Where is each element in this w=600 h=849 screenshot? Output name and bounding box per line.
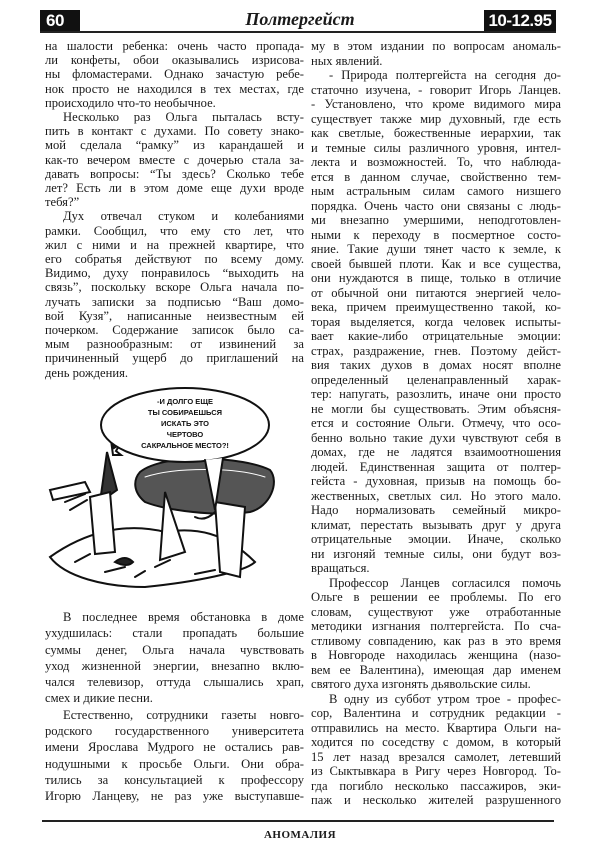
text-line: не могли бы существовать. Этим объясня- xyxy=(311,401,561,416)
text-line: 15 лет назад врезался самолет, летевший xyxy=(311,749,561,764)
article-paragraph xyxy=(311,576,561,692)
speech-line: ТЫ СОБИРАЕШЬСЯ xyxy=(147,408,223,417)
text-line: рамки. Сообщил, что ему сто лет, что xyxy=(45,223,304,238)
text-line: его собратья действуют по всему дому. xyxy=(45,252,304,267)
text-line: вой Кузя”, написанные неизвестным ей xyxy=(45,308,304,323)
text-line: уход жизненной энергии, внезапно вклю- xyxy=(45,658,304,673)
text-line: методики изгнания полтергейста. По сча- xyxy=(311,619,561,633)
text-line: связь”, поскольку вскоре Ольга начала по- xyxy=(45,280,304,295)
speech-line: САКРАЛЬНОЕ МЕСТО?! xyxy=(141,441,229,450)
text-line: нок просто не находился в тех местах, где xyxy=(45,81,304,96)
header-rule xyxy=(40,31,556,33)
text-line: ухудшилась: стали пропадать большие xyxy=(45,626,304,641)
text-line: ни изгоняй темные силы, они будут воз- xyxy=(311,546,561,561)
text-line: гейста - духовная, призыв на помощь бо- xyxy=(311,474,561,488)
text-line: ными к переходу в посмертное состо- xyxy=(311,227,561,242)
text-line: страх, раздражение, гнев. Поэтому дейст- xyxy=(311,343,561,358)
text-line: почерком. Содержание записок было са- xyxy=(45,323,304,338)
text-line: лекта и возможностей. То, что наблюда- xyxy=(311,155,561,169)
right-column xyxy=(311,39,561,808)
text-line: людей. Единственная защита от полтер- xyxy=(311,459,561,474)
left-column-bottom xyxy=(45,609,304,805)
text-line: Надо нормализовать семейный микро- xyxy=(311,503,561,517)
publication-name: АНОМАЛИЯ xyxy=(263,829,337,841)
text-line: существует также мир духовный, где есть xyxy=(311,111,561,126)
text-line: тебя?” xyxy=(45,195,80,210)
article-paragraph xyxy=(45,110,304,209)
article-paragraph xyxy=(311,692,561,808)
text-line: В одну из суббот утром трое - профес- xyxy=(329,691,561,706)
text-line: давать вопросы: “Ты здесь? Сколько тебе xyxy=(45,166,304,181)
text-line: бенно вольно такие духи чувствуют себя в xyxy=(311,430,561,445)
text-line: Ольге в решении ее проблемы. По его xyxy=(311,590,561,604)
issue-date: 10-12.95 xyxy=(484,10,556,32)
article-paragraph xyxy=(45,209,304,379)
speech-line: ИСКАТЬ ЭТО xyxy=(160,419,210,428)
text-line: из Сыктывкара в Ригу через Новгород. То- xyxy=(311,764,561,778)
text-line: Естественно, сотрудники газеты новго- xyxy=(63,707,304,722)
text-line: происходило что-то необычное. xyxy=(45,95,216,110)
article-paragraph xyxy=(45,707,304,805)
text-line: причиненный ущерб до приглашений на xyxy=(45,351,304,366)
text-line: родского государственного университета xyxy=(45,724,304,739)
speech-line: ЧЕРТОВО xyxy=(166,430,204,439)
text-line: и темные силы различного уровня, интел- xyxy=(311,140,561,155)
text-line: порядка. Очень часто они связаны с людь- xyxy=(311,198,561,213)
text-line: вает какие-либо отрицательные эмоции: xyxy=(311,329,561,343)
text-line: ходится по соседству с домом, в который xyxy=(311,735,561,749)
text-line: ных явлений. xyxy=(311,53,383,68)
text-line: яние. Такие души тянет часто к земле, к xyxy=(311,242,561,256)
text-line: как светлые, божественные иерархии, так xyxy=(311,126,561,140)
text-line: от обычной они питаются энергией чело- xyxy=(311,285,561,300)
text-line: жил с ними и на прежней квартире, что xyxy=(45,237,304,252)
text-line: жественных, светлых сил. Но этого мало. xyxy=(311,488,561,503)
text-line: тер: напугать, разозлить, иначе они просто xyxy=(311,387,561,401)
text-line: лучать записки за подписью “Ваш домо- xyxy=(45,294,304,309)
text-line: сор, Валентина и сотрудник редакции - xyxy=(311,706,561,720)
left-column-top xyxy=(45,39,304,380)
text-line: ется в данном случае, свойственно тем- xyxy=(311,169,561,184)
text-line: Видимо, духу понравилось “выходить на xyxy=(45,266,304,281)
text-line: вем ее Валентина), имеющая дар именем xyxy=(311,662,561,677)
text-line: день рождения. xyxy=(45,365,129,380)
text-line: - Природа полтергейста на сегодня до- xyxy=(329,68,561,82)
speech-line: -И ДОЛГО ЕЩЕ xyxy=(157,397,213,406)
text-line: словам, существуют уже отработанные xyxy=(311,604,561,619)
text-line: торая выделяется, когда человек испыты- xyxy=(311,314,561,329)
text-line: му в этом издании по вопросам аномаль- xyxy=(311,39,561,53)
text-line: тились за консультацией к профессору xyxy=(45,772,304,787)
text-line: гда погибло несколько пассажиров, эки- xyxy=(311,778,561,793)
page-number: 60 xyxy=(40,10,80,32)
section-title: Полтергейст xyxy=(245,9,355,29)
text-line: ми внезапно умершими, неподготовлен- xyxy=(311,213,561,227)
footer-rule xyxy=(42,820,554,822)
text-line: пить в контакт с духами. По совету знако- xyxy=(45,124,304,139)
text-line: мой сделала “рамку” из карандашей и xyxy=(45,138,304,153)
text-line: ным астральным силам самого низшего xyxy=(311,184,561,198)
text-line: имени Ярослава Мудрого не остались рав- xyxy=(45,740,304,755)
text-line: они нуждаются в пище, только в отличие xyxy=(311,271,561,285)
text-line: смех и дикие песни. xyxy=(45,691,153,706)
text-line: суммы денег, Ольга начала чувствовать xyxy=(45,642,304,657)
text-line: века, причем преимущественно такой, ко- xyxy=(311,300,561,314)
article-paragraph xyxy=(45,39,304,110)
text-line: как-то вечером вместе с дочерью стала за- xyxy=(45,152,304,167)
text-line: мым разнообразным: от извинений за xyxy=(45,337,304,352)
text-line: Игорю Ланцеву, не раз уже выступавше- xyxy=(45,789,304,804)
text-line: отправились на место. Квартира Ольги на- xyxy=(311,720,561,735)
article-paragraph xyxy=(45,609,304,707)
text-line: ется и состояние Ольги. Отмечу, что осо- xyxy=(311,416,561,430)
article-paragraph xyxy=(311,68,561,576)
text-line: ны фломастерами. Однако зачастую ребе- xyxy=(45,67,304,82)
text-line: своей бывшей плоти. Как и все существа, xyxy=(311,256,561,271)
article-paragraph xyxy=(311,39,561,68)
text-line: Несколько раз Ольга пыталась всту- xyxy=(63,110,304,125)
text-line: на шалости ребенка: очень часто пропада- xyxy=(45,39,304,53)
text-line: нодушными к просьбе Ольги. Они обра- xyxy=(45,756,304,771)
text-line: В последнее время обстановка в доме xyxy=(63,610,304,624)
text-line: вращаться. xyxy=(311,561,370,575)
text-line: - Установлено, что кроме видимого мира xyxy=(311,97,561,111)
text-line: климат, перестать вызывать друг у друга xyxy=(311,517,561,532)
text-line: статочно изучена, - говорит Игорь Ланцев. xyxy=(311,82,561,97)
text-line: святого духа изгонять дьявольские силы. xyxy=(311,677,531,691)
text-line: домах, где не ладятся взаимоотношения xyxy=(311,445,561,459)
text-line: лет? Есть ли в этом доме еще духи вроде xyxy=(45,181,304,196)
text-line: в Новгороде находилась женщина (назо- xyxy=(311,648,561,662)
text-line: отрицательные эмоции. Иначе, сколько xyxy=(311,532,561,546)
text-line: Профессор Ланцев согласился помочь xyxy=(329,575,561,590)
text-line: вия таких духов в домах носят вполне xyxy=(311,358,561,372)
cartoon-illustration xyxy=(45,382,305,602)
text-line: Дух отвечал стуком и колебаниями xyxy=(63,209,304,224)
text-line: чался телевизор, оттуда слышались храп, xyxy=(45,675,304,690)
text-line: определенный целенаправленный харак- xyxy=(311,372,561,387)
text-line: паж и несколько жителей разрушенного xyxy=(311,793,561,807)
text-line: стливому совпадению, как раз в это время xyxy=(311,633,561,648)
text-line: ли конфеты, обои оказывались изрисова- xyxy=(45,53,304,68)
